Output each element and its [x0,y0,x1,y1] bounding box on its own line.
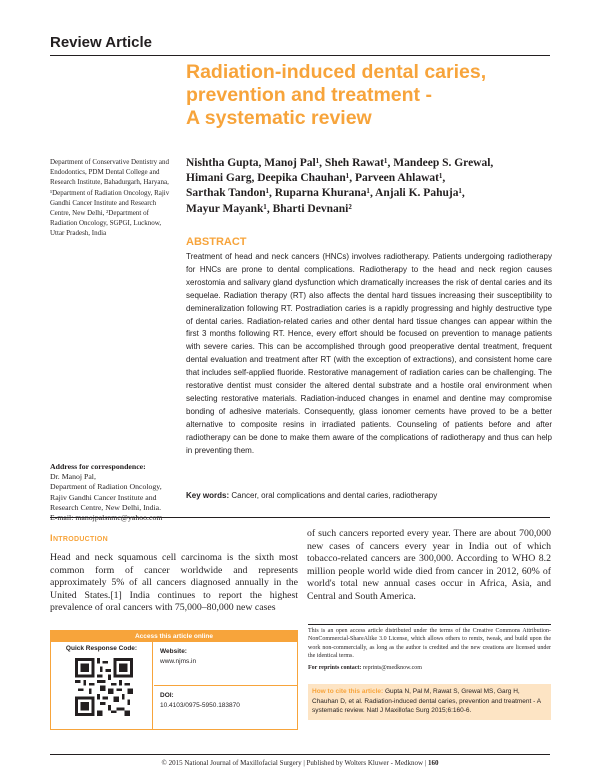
citation-box [308,684,551,720]
license-text: This is an open access article distributed under the terms of the Creative Commons Attribution-NonCommercial-ShareAlike 3.0 License, which allows others to remix, tweak, and build upon the work non-commercially, as long as the author is credited and the new creations are licensed under the identical terms. [308,628,551,660]
title-line-3: A systematic review [186,107,372,129]
doi-row [154,686,297,730]
footer-text: © 2015 National Journal of Maxillofacial Surgery | Published by Wolters Kluwer - Medknow | [161,759,427,767]
citation-label: How to cite this article: [312,688,384,695]
correspondence-inst: Rajiv Gandhi Cancer Institute and Research Centre, New Delhi, India. [50,492,162,512]
qr-label: Quick Response Code: [65,645,138,652]
qr-code-icon[interactable] [75,658,133,716]
license-divider [308,624,551,625]
website-link[interactable]: www.njms.in [160,658,197,665]
access-details [154,642,297,730]
correspondence-heading: Address for correspondence: [50,462,146,471]
introduction-column-1: Head and neck squamous cell carcinoma is the sixth most common form of cancer worldwide and represents approximately 5% of all cancers diagnosed annually in the United States.[1] India continues to report the highest prevalence of oral cancers with 75,000–80,000 new cases [50,552,298,613]
access-online-box [50,630,298,730]
article-type-label: Review Article [50,34,152,51]
article-title [186,61,566,130]
qr-panel [51,642,153,730]
reprints-line [308,665,551,671]
correspondence-dept: Department of Radiation Oncology, [50,482,162,492]
authors-line-2: Himani Garg, Deepika Chauhan¹, Parveen Ahlawat¹, [186,172,446,185]
authors-line-3: Sarthak Tandon¹, Ruparna Khurana¹, Anjali K. Pahuja¹, [186,187,465,200]
reprints-email[interactable]: reprints@medknow.com [362,665,422,671]
doi-label: DOI: [160,692,174,699]
keywords-label: Key words: [186,491,230,500]
author-list [186,156,556,217]
access-heading: Access this article online [51,631,297,642]
footer-divider [50,754,550,755]
abstract-body: Treatment of head and neck cancers (HNCs) involves radiotherapy. Patients undergoing radiotherapy for HNCs are prone to dental complications. Radiotherapy to the head and neck region causes xerostomia and salivary gland dysfunction which dramatically increases the risk of dental caries and its sequelae. Radiation therapy (RT) also affects the dental hard tissues increasing their susceptibility to demineralization following RT. Postradiation caries is a rapidly progressing and highly destructive type of dental caries. Radiation-related caries and other dental hard tissue changes can appear within the first 3 months following RT. Hence, every effort should be focused on prevention to manage patients with severe caries. This can be accomplished through good preoperative dental treatment, frequent dental evaluation and treatment after RT (with the exception of extractions), and consistent home care that includes self-applied fluoride. Restorative management of radiation caries can be challenging. The restorative dentist must consider the altered dental substrate and a hostile oral environment when selecting restorative materials. Radiation-induced changes in enamel and dentine may compromise bonding of adhesive materials. Consequently, glass ionomer cements have proved to be a better alternative to composite resins in irradiated patients. Counseling of patients before and after radiotherapy can be done to make them aware of the complications of radiotherapy and thus can help in preventing them. [186,252,552,455]
page-number: 160 [427,759,439,767]
header-divider [50,55,550,56]
citation-text: Gupta N, Pal M, Rawat S, Grewal MS, Garg H, Chauhan D, et al. Radiation-induced dental caries, prevention and treatment - A systematic review. Natl J Maxillofac Surg 2015;6:160-6. [312,688,541,715]
authors-line-4: Mayur Mayank¹, Bharti Devnani² [186,202,352,215]
introduction-column-2: of such cancers reported every year. There are about 700,000 new cases of cancers every year in India out of which tobacco-related cancers are 300,000. According to WHO 8.2 million people world wide died from cancer in 2012, 60% of world's total new annual cases occur in Africa, Asia, and Central and South America. [307,528,551,602]
introduction-heading: Introduction [50,533,108,544]
title-line-1: Radiation-induced dental caries, [186,61,487,83]
keywords-text: Cancer, oral complications and dental caries, radiotherapy [231,491,438,500]
author-affiliations: Department of Conservative Dentistry and Endodontics, PDM Dental College and Research Institute, Bahadurgarh, Haryana, ¹Department of Radiation Oncology, Rajiv Gandhi Cancer Institute and Research Centre, New Delhi, ²Department of Radiation Oncology, SGPGI, Lucknow, Uttar Pradesh, India [50,158,170,238]
reprints-label: For reprints contact: [308,665,362,671]
title-line-2: prevention and treatment - [186,84,432,106]
page-footer [50,759,550,767]
abstract-heading: ABSTRACT [186,236,247,248]
keywords [186,491,556,500]
correspondence-block [50,462,175,523]
website-label: Website: [160,648,187,655]
doi-link[interactable]: 10.4103/0975-5950.183870 [160,702,240,709]
website-row [154,642,297,686]
correspondence-email[interactable] [50,513,175,523]
correspondence-name: Dr. Manoj Pal, [50,472,96,482]
authors-line-1: Nishtha Gupta, Manoj Pal¹, Sheh Rawat¹, Mandeep S. Grewal, [186,157,494,169]
section-divider [50,517,550,518]
